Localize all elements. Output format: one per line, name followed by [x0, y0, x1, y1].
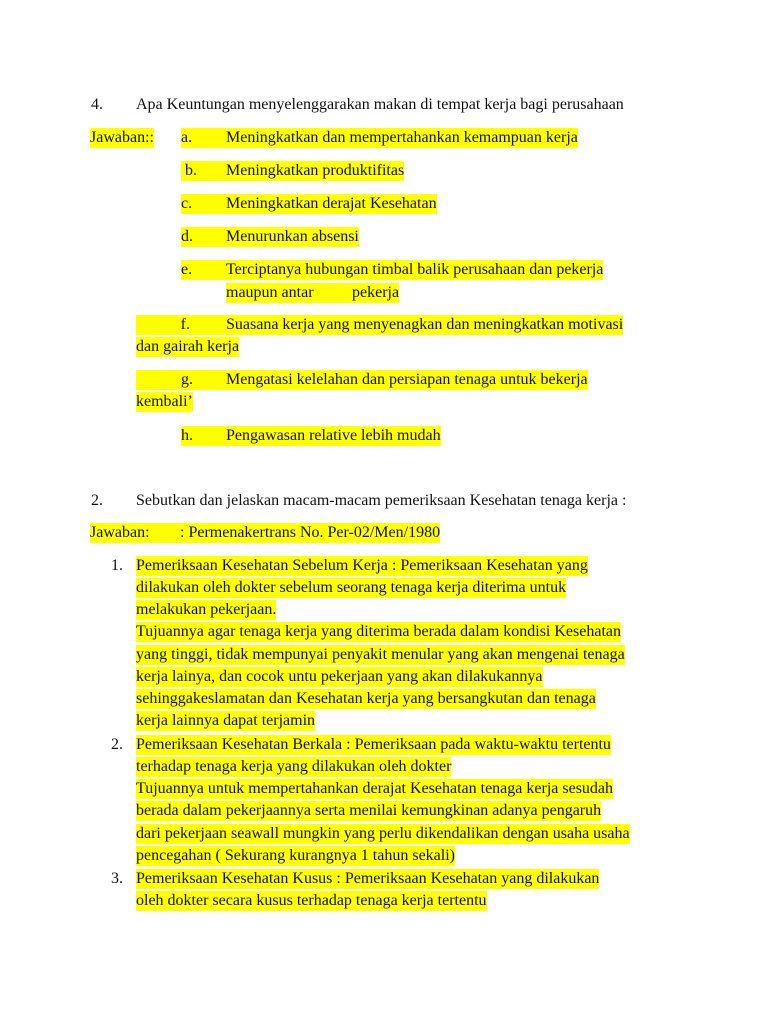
item-g-text: Mengatasi kelelahan dan persiapan tenaga untuk bekerja	[226, 371, 588, 388]
item-b-letter: b.	[181, 161, 226, 181]
list-item-1-line-5: yang tinggi, tidak mempunyai penyakit menular yang akan mengenai tenaga	[136, 646, 625, 663]
list-item-2-line-2: terhadap tenaga kerja yang dilakukan oleh dokter	[136, 758, 452, 775]
list-item-1-line-1: Pemeriksaan Kesehatan Sebelum Kerja : Pemeriksaan Kesehatan yang	[136, 557, 588, 574]
list-item-1-line-7: sehinggakeslamatan dan Kesehatan kerja yang bersangkutan dan tenaga	[136, 690, 596, 707]
item-g-continuation: kembali’	[136, 393, 193, 410]
item-c-text: Meningkatkan derajat Kesehatan	[226, 195, 437, 212]
item-d-letter: d.	[181, 227, 226, 247]
list-item-3-line-1: Pemeriksaan Kesehatan Kusus : Pemeriksaan Kesehatan yang dilakukan	[136, 870, 600, 887]
list-item-1-line-6: kerja lainya, dan cocok untu pekerjaan yang akan dilakukannya	[136, 668, 543, 685]
item-e-continuation-a: maupun antar	[226, 283, 352, 303]
item-h-letter: h.	[181, 426, 226, 446]
list-number-1: 1.	[111, 557, 123, 574]
item-e-continuation-b: pekerja	[352, 284, 400, 301]
answer-label-q4: Jawaban::	[90, 129, 154, 146]
list-item-1-line-4: Tujuannya agar tenaga kerja yang diterima berada dalam kondisi Kesehatan	[136, 623, 622, 640]
item-b-text: Meningkatkan produktifitas	[226, 162, 405, 179]
list-item-3-line-2: oleh dokter secara kusus terhadap tenaga kerja tertentu	[136, 892, 487, 909]
list-item-1-line-8: kerja lainnya dapat terjamin	[136, 712, 316, 729]
list-item-1-line-2: dilakukan oleh dokter sebelum seorang tenaga kerja diterima untuk	[136, 579, 567, 596]
item-d-text: Menurunkan absensi	[226, 228, 359, 245]
item-h-text: Pengawasan relative lebih mudah	[226, 427, 441, 444]
question-2-number: 2.	[91, 492, 103, 509]
question-4-number: 4.	[91, 96, 103, 113]
item-e-text: Terciptanya hubungan timbal balik perusahaan dan pekerja	[226, 261, 604, 278]
list-number-3: 3.	[111, 870, 123, 887]
item-f-text: Suasana kerja yang menyenagkan dan meningkatkan motivasi	[226, 316, 624, 333]
item-f-continuation: dan gairah kerja	[136, 338, 240, 355]
list-item-2-line-5: dari pekerjaan seawall mungkin yang perlu dikendalikan dengan usaha usaha	[136, 825, 630, 842]
question-4-text: Apa Keuntungan menyelenggarakan makan di tempat kerja bagi perusahaan	[136, 96, 624, 113]
list-item-2-line-6: pencegahan ( Sekurang kurangnya 1 tahun sekali)	[136, 847, 455, 864]
list-item-2-line-4: berada dalam pekerjaannya serta menilai kemungkinan adanya pengaruh	[136, 802, 602, 819]
list-item-1-line-3: melakukan pekerjaan.	[136, 601, 277, 618]
list-number-2: 2.	[111, 736, 123, 753]
list-item-2-line-3: Tujuannya untuk mempertahankan derajat Kesehatan tenaga kerja sesudah	[136, 780, 614, 797]
question-2-text: Sebutkan dan jelaskan macam-macam pemeriksaan Kesehatan tenaga kerja :	[136, 492, 627, 509]
item-a-letter: a.	[181, 128, 226, 148]
item-a-text: Meningkatkan dan mempertahankan kemampuan kerja	[226, 129, 578, 146]
item-c-letter: c.	[181, 194, 226, 214]
item-e-letter: e.	[181, 260, 226, 280]
item-f-letter: f.	[136, 315, 226, 335]
list-item-2-line-1: Pemeriksaan Kesehatan Berkala : Pemeriksaan pada waktu-waktu tertentu	[136, 736, 611, 753]
answer-reference: : Permenakertrans No. Per-02/Men/1980	[180, 524, 441, 541]
item-g-letter: g.	[136, 370, 226, 390]
answer-label-q2: Jawaban:	[90, 523, 180, 543]
